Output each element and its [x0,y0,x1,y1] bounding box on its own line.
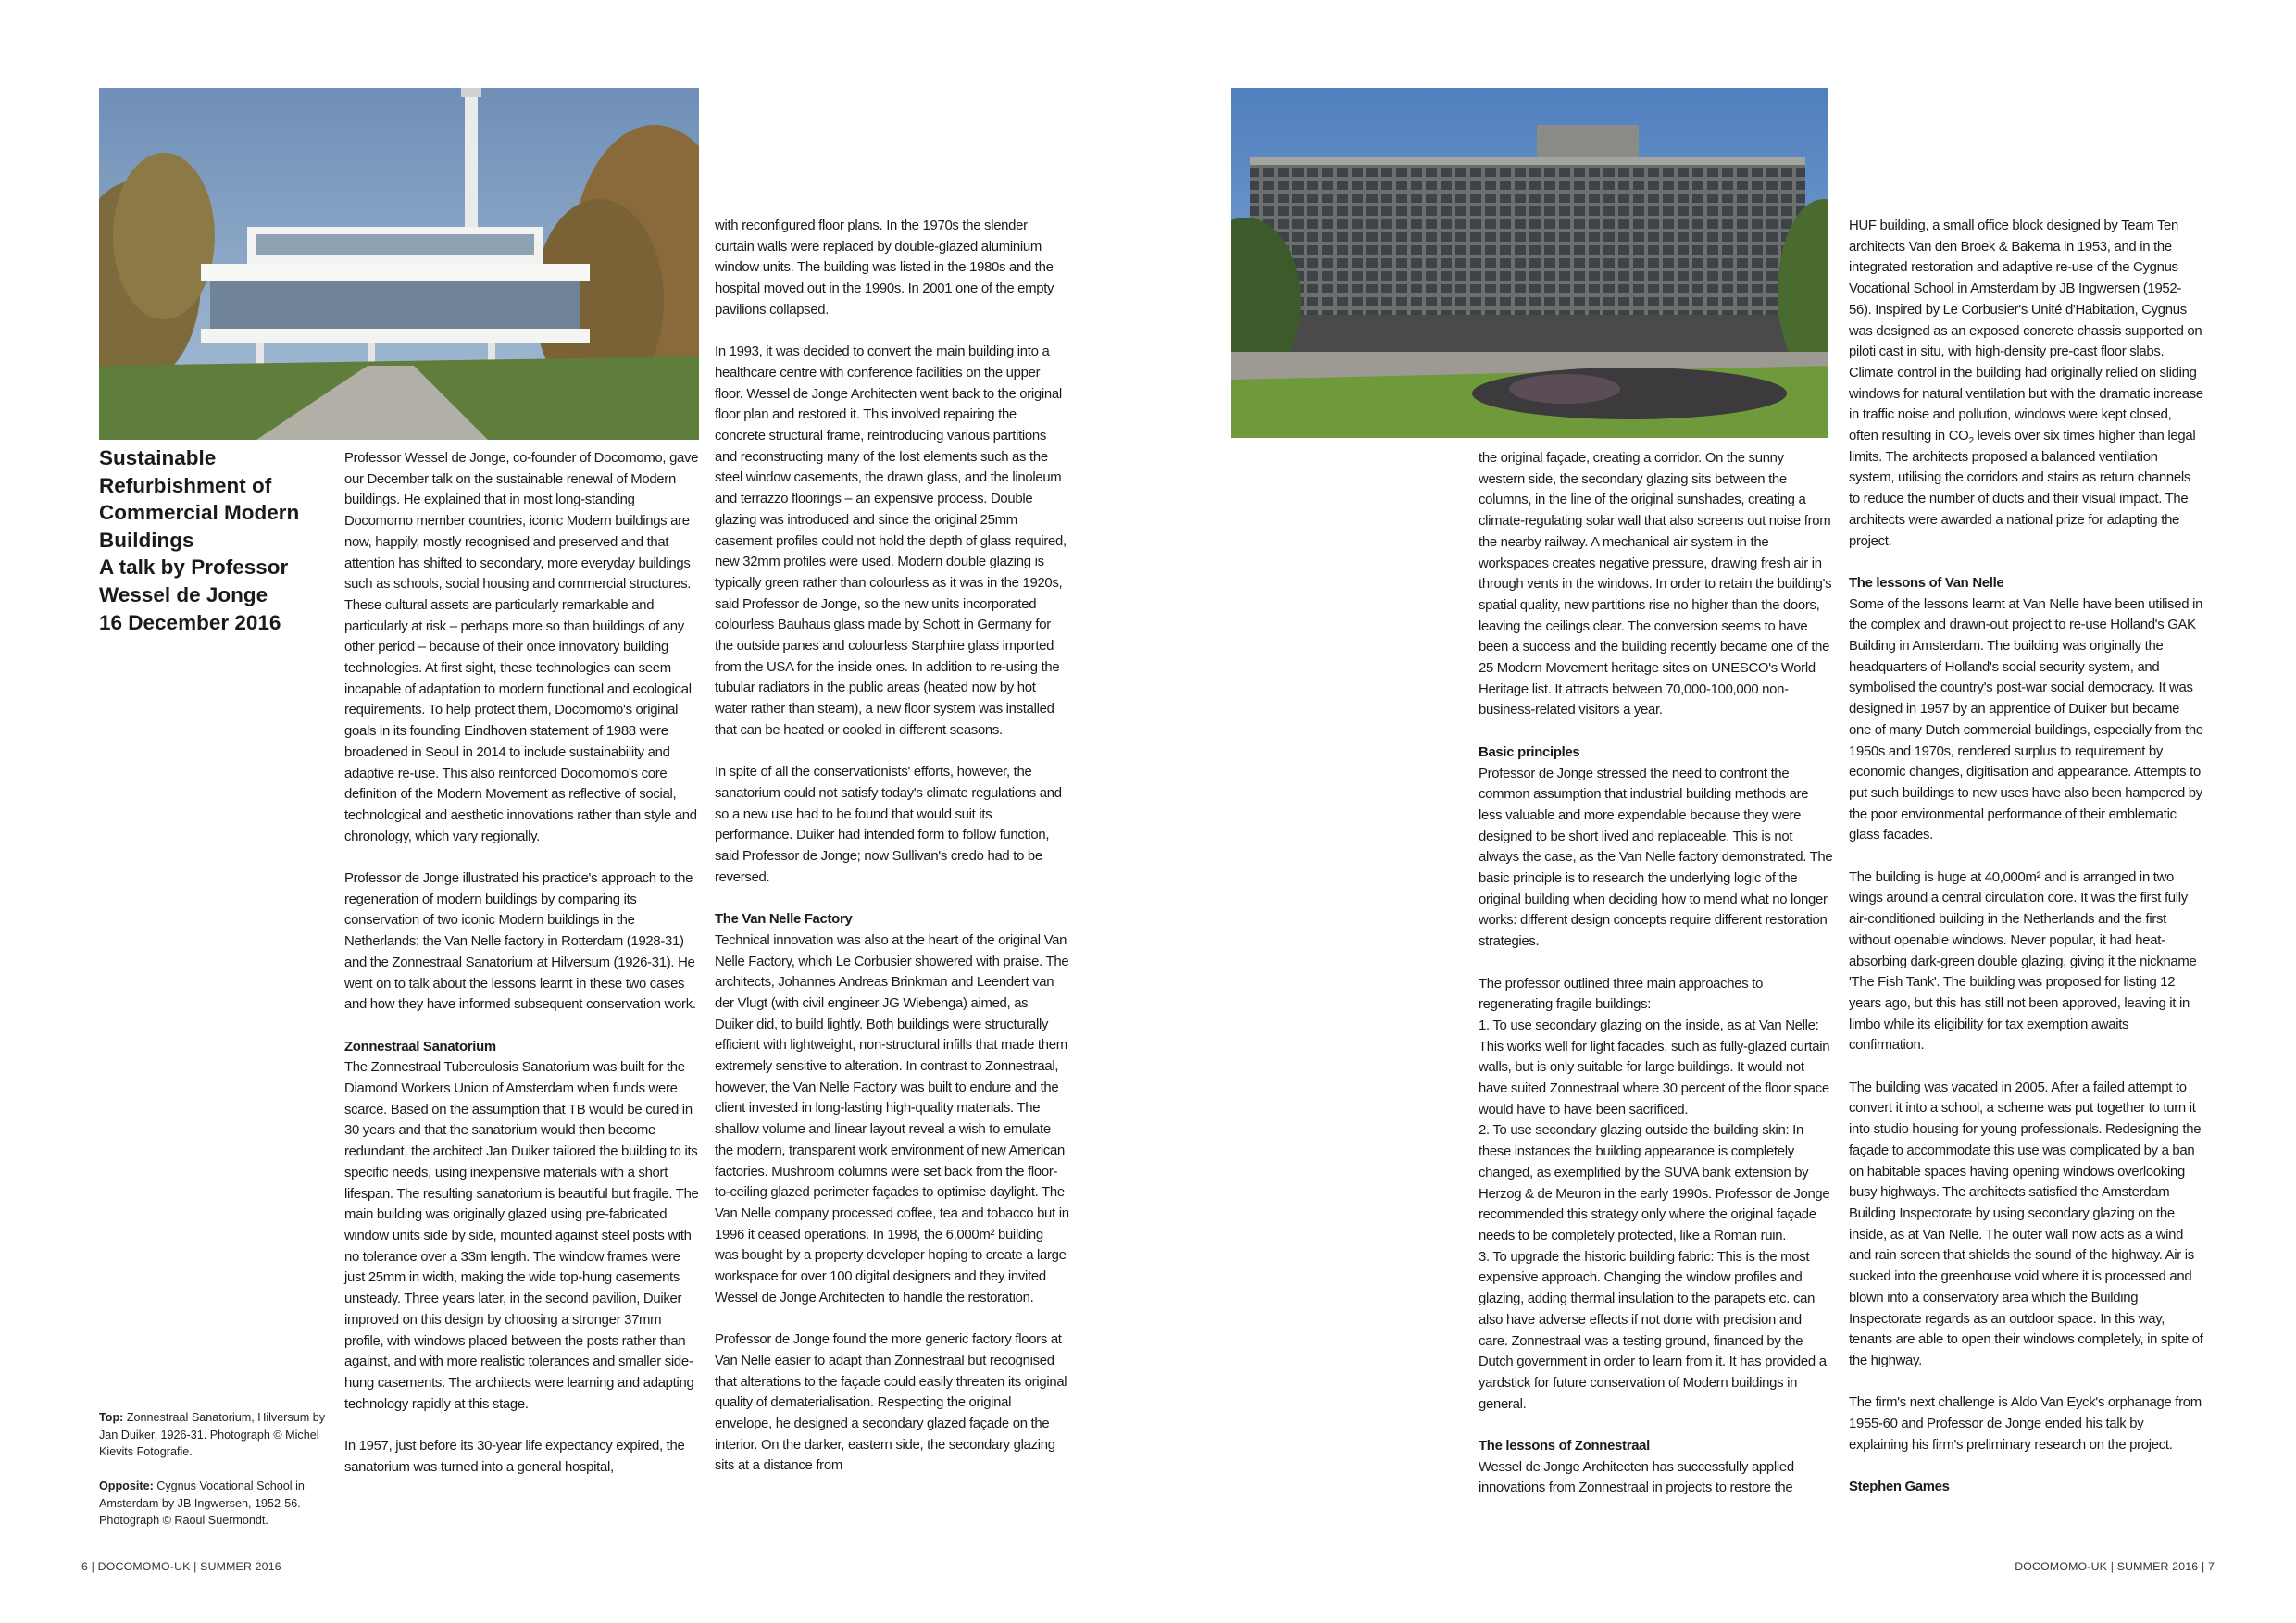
footer-left: 6 | DOCOMOMO-UK | SUMMER 2016 [81,1560,281,1573]
column-4: HUF building, a small office block designed by Team Ten architects Van den Broek & Bakema in 1953, and in the integrated restoration and adaptive re-use of the Cygnus Vocational School in Amsterdam by JB Ingwersen (1952-56). Inspired by Le Corbusier's Unité d'Habitation, Cygnus was designed as an exposed concrete chassis supported on piloti cast in situ, with high-density pre-cast floor slabs. Climate control in the building had originally relied on sliding windows for natural ventilation but with the dramatic increase in traffic noise and pollution, windows were kept closed, often resulting in $CO_2$ levels over six times higher than legal limits. The architects proposed a balanced ventilation system, utilising the corridors and stairs as return channels to reduce the number of ducts and their visual impact. The architects were awarded a national prize for adapting the project. The lessons of Van Nelle Some of the lessons learnt at Van Nelle have been utilised in the complex and drawn-out project to re-use Holland's GAK Building in Amsterdam. The building was originally the headquarters of Holland's social security system, and symbolised the country's post-war social democracy. It was designed in 1957 by an apprentice of Duiker but became one of many Dutch commercial buildings, especially from the 1950s and 1970s, rendered surplus to requirement by economic changes, digitisation and appearance. Attempts to put such buildings to new uses have also been hampered by the poor environmental performance of their emblematic glass facades. The building is huge at 40,000m² and is arranged in two wings around a central circulation core. It was the first fully air-conditioned building in the Netherlands and the first without openable windows. Never popular, it had heat-absorbing dark-green double glazing, giving it the nickname 'The Fish Tank'. The building was proposed for listing 12 years ago, but this has still not been approved, leaving it in limbo while its eligibility for tax exemption awaits confirmation. The building was vacated in 2005. After a failed attempt to convert it into a school, a scheme was put together to turn it into studio housing for young professionals. Redesigning the façade to accommodate this use was complicated by a ban on habitable spaces having opening windows overlooking busy highways. The architects satisfied the Amsterdam Building Inspectorate by using secondary glazing on the inside, as at Van Nelle. The outer wall now acts as a wind and rain screen that shields the sound of the highway. Air is sucked into the greenhouse void where it is processed and blown into a conservatory area which the Building Inspectorate regards as an outdoor space. In this way, tenants are able to open their windows completely, in spite of the highway. The firm's next challenge is Aldo Van Eyck's orphanage from 1955-60 and Professor de Jonge ended his talk by explaining his firm's preliminary research on the project. Stephen Games [1849,216,2203,1498]
footer-right: DOCOMOMO-UK | SUMMER 2016 | 7 [2015,1560,2215,1573]
caption-top: Top: Zonnestraal Sanatorium, Hilversum by Jan Duiker, 1926-31. Photograph © Michel Kievits Fotografie. [99,1411,326,1458]
article-title: Sustainable Refurbishment of Commercial Modern Buildings A talk by Professor Wessel de Jonge 16 December 2016 [99,446,300,634]
author-byline: Stephen Games [1849,1479,1950,1495]
cygnus-photo [1231,88,1828,438]
column-3: the original façade, creating a corridor. On the sunny western side, the secondary glazing sits between the columns, in the line of the original sunshades, creating a climate-regulating solar wall that also screens out noise from the nearby railway. A mechanical air system in the workspaces creates negative pressure, drawing fresh air in through vents in the windows. In order to retain the building's spatial quality, new partitions rise no higher than the doors, leaving the ceilings clear. The conversion seems to have been a success and the building recently became one of the 25 Modern Movement heritage sites on UNESCO's World Heritage list. It attracts between 70,000-100,000 non-business-related visitors a year. Basic principles Professor de Jonge stressed the need to confront the common assumption that industrial building methods are less valuable and more expendable because they were designed to be short lived and replaceable. This is not always the case, as the Van Nelle factory demonstrated. The basic principle is to research the underlying logic of the original building when deciding how to mend what no longer works: different design concepts require different restoration strategies. The professor outlined three main approaches to regenerating fragile buildings: 1. To use secondary glazing on the inside, as at Van Nelle: This works well for light facades, such as fully-glazed curtain walls, but is only suitable for large buildings. It would not have suited Zonnestraal where 30 percent of the floor space would have to have been sacrificed. 2. To use secondary glazing outside the building skin: In these instances the building appearance is completely changed, as exemplified by the SUVA bank extension by Herzog & de Meuron in the early 1990s. Professor de Jonge recommended this strategy only where the original façade needs to be completely protected, like a Roman ruin. 3. To upgrade the historic building fabric: This is the most expensive approach. Changing the window profiles and glazing, adding thermal insulation to the parapets etc. can also have adverse effects if not done with precision and care. Zonnestraal was a testing ground, financed by the Dutch government in order to learn from it. It has provided a yardstick for future conservation of Modern buildings in general. The lessons of Zonnestraal Wessel de Jonge Architecten has successfully applied innovations from Zonnestraal in projects to restore the [1479,451,1833,1496]
caption-opposite: Opposite: Cygnus Vocational School in Amsterdam by JB Ingwersen, 1952-56. Photograph © Raoul Suermondt. [99,1479,305,1527]
column-2: with reconfigured floor plans. In the 1970s the slender curtain walls were replaced by double-glazed aluminium window units. The building was listed in the 1980s and the hospital moved out in the 1990s. In 2001 one of the empty pavilions collapsed. In 1993, it was decided to convert the main building into a healthcare centre with conference facilities on the upper floor. Wessel de Jonge Architecten went back to the original floor plan and restored it. This involved repairing the concrete structural frame, reintroducing various partitions and reconstructing many of the lost elements such as the steel window casements, the drawn glass, and the linoleum and terrazzo floorings – an expensive process. Double glazing was introduced and since the original 25mm casement profiles could not hold the depth of glass required, new 32mm profiles were used. Modern double glazing is typically green rather than colourless as it was in the 1920s, said Professor de Jonge, so the new units incorporated colourless Bauhaus glass made by Schott in Germany for the outside panes and colourless Starphire glass imported from the USA for the inside ones. In addition to re-using the tubular radiators in the public areas (heated now by hot water rather than steam), a new floor system was installed that can be heated or cooled in different seasons. In spite of all the conservationists' efforts, however, the sanatorium could not satisfy today's climate regulations and so a new use had to be found that would suit its performance. Duiker had intended form to follow function, said Professor de Jonge; now Sullivan's credo had to be reversed. The Van Nelle Factory Technical innovation was also at the heart of the original Van Nelle Factory, which Le Corbusier showered with praise. The architects, Johannes Andreas Brinkman and Leendert van der Vlugt (with civil engineer JG Wiebenga) aimed, as Duiker did, to build lightly. Both buildings were structurally efficient with lightweight, non-structural infills that made them extremely sensitive to alteration. In contrast to Zonnestraal, however, the Van Nelle Factory was built to endure and the client invested in long-lasting high-quality materials. The shallow volume and linear layout reveal a wish to emulate the modern, transparent work environment of new American factories. Mushroom columns were set back from the floor-to-ceiling glazed perimeter façades to optimise daylight. The Van Nelle company processed coffee, tea and tobacco but in 1996 it ceased operations. In 1998, the 6,000m² building was bought by a property developer hoping to create a large workspace for over 100 digital designers and they invited Wessel de Jonge Architecten to handle the restoration. Professor de Jonge found the more generic factory floors at Van Nelle easier to adapt than Zonnestraal but recognised that alterations to the façade could easily threaten its original quality of dematerialisation. Respecting the original envelope, he designed a secondary glazed façade on the interior. On the darker, eastern side, the secondary glazing sits at a distance from [715,218,1069,1474]
column-1: Professor Wessel de Jonge, co-founder of Docomomo, gave our December talk on the sustainable renewal of Modern buildings. He explained that in most long-standing Docomomo member countries, iconic Modern buildings are now, happily, mostly recognised and preserved and that attention has shifted to secondary, more everyday buildings such as schools, social housing and commercial structures. These cultural assets are particularly remarkable and particularly at risk – perhaps more so than buildings of any other period – because of their once innovatory building technologies. At first sight, these technologies can seem incapable of adaptation to modern functional and ecological requirements. To help protect them, Docomomo's original goals in its founding Eindhoven statement of 1988 were broadened in Seoul in 2014 to include sustainability and adaptive re-use. This also reinforced Docomomo's core definition of the Modern Movement as reflective of social, technological and aesthetic innovations rather than style and chronology, which vary regionally. Professor de Jonge illustrated his practice's approach to the regeneration of modern buildings by comparing its conservation of two iconic Modern buildings in the Netherlands: the Van Nelle factory in Rotterdam (1928-31) and the Zonnestraal Sanatorium at Hilversum (1926-31). He went on to talk about the lessons learnt in these two cases and how they have informed subsequent conservation work. Zonnestraal Sanatorium The Zonnestraal Tuberculosis Sanatorium was built for the Diamond Workers Union of Amsterdam when funds were scarce. Based on the assumption that TB would be cured in 30 years and that the sanatorium would then become redundant, the architect Jan Duiker tailored the building to its specific needs, using inexpensive materials with a short lifespan. The resulting sanatorium is beautiful but fragile. The main building was originally glazed using pre-fabricated window units side by side, mounted against steel posts with no tolerance over a 33m length. The window frames were just 25mm in width, making the wide top-hung casements unsteady. Three years later, in the second pavilion, Duiker improved on this design by choosing a stronger 37mm profile, with windows placed between the posts rather than against, and with more realistic tolerances and smaller side-hung casements. The architects were learning and adapting technology rapidly at this stage. In 1957, just before its 30-year life expectancy expired, the sanatorium was turned into a general hospital, [344,451,699,1475]
zonnestraal-photo [99,88,699,440]
